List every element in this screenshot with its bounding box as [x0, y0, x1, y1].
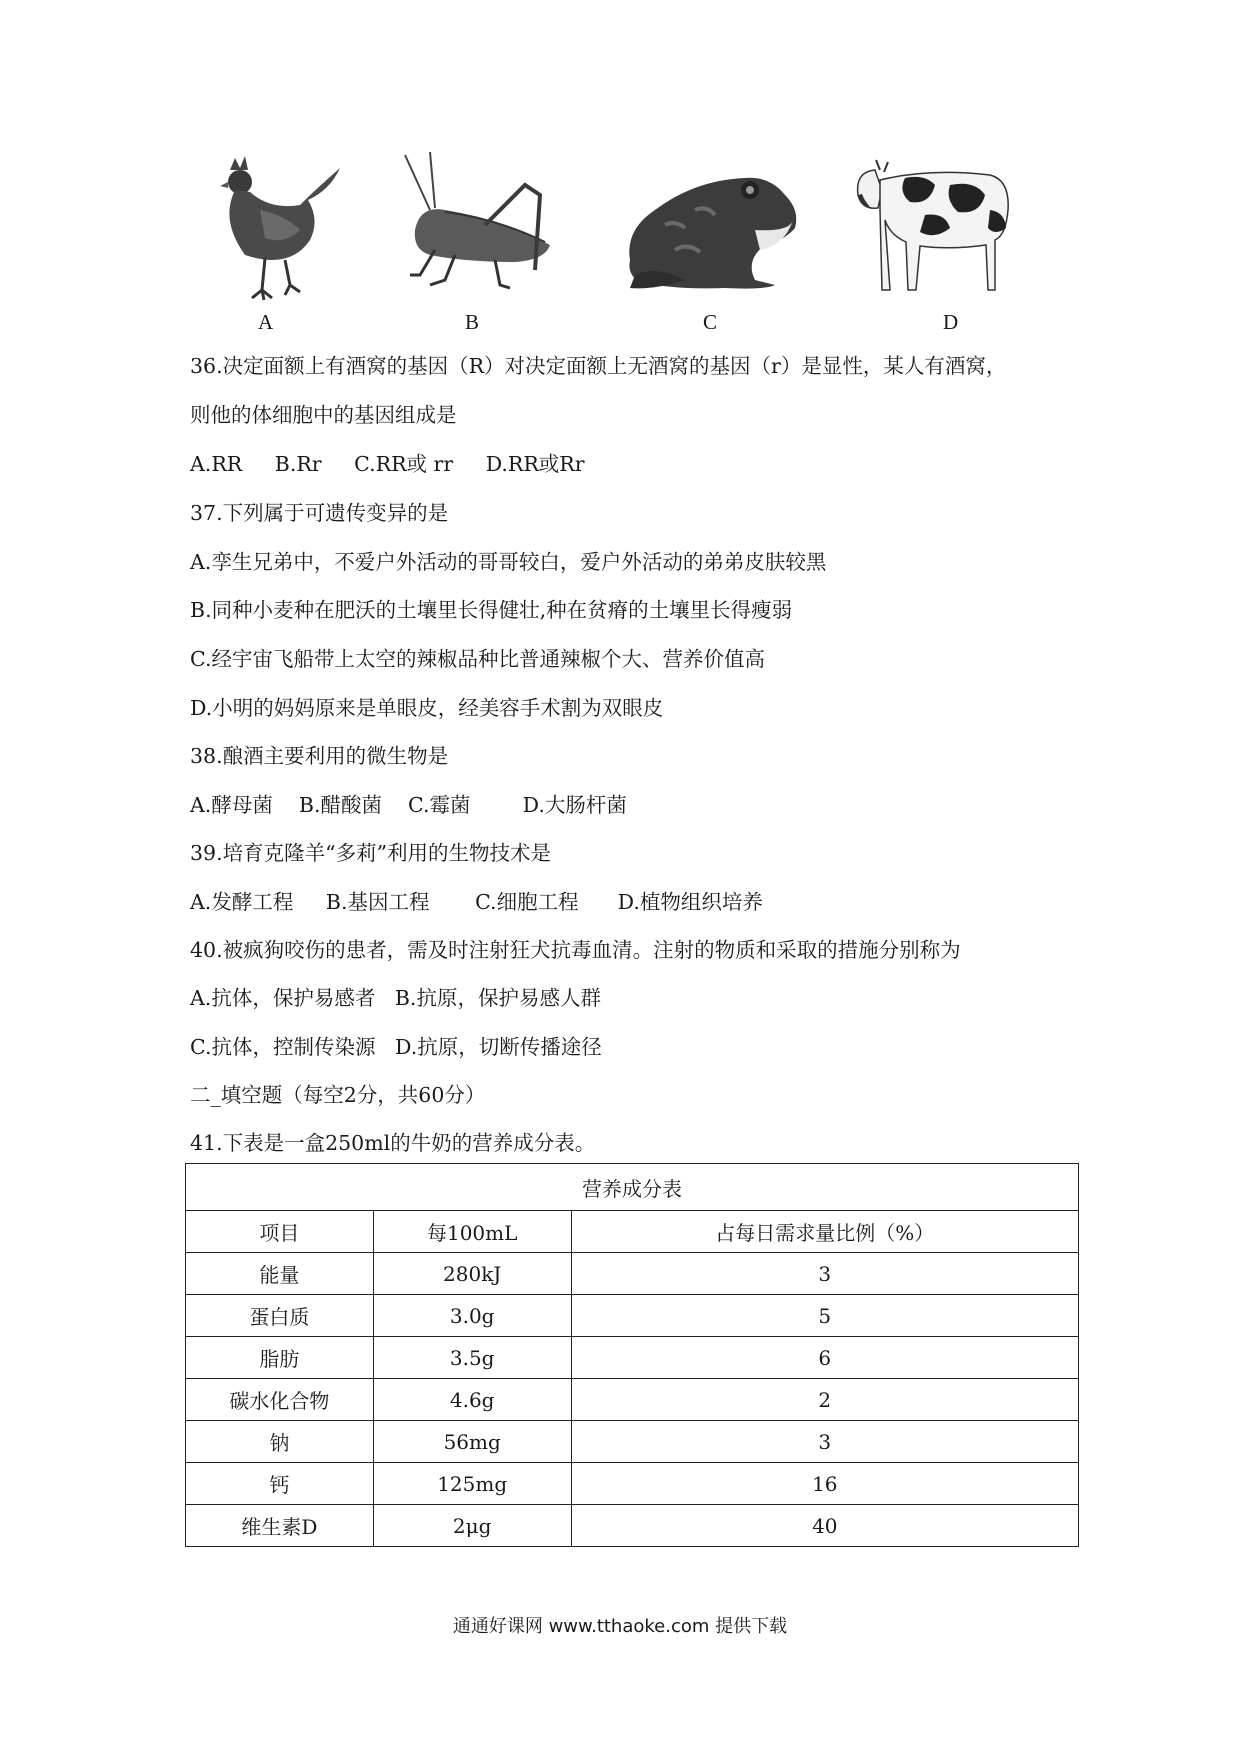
- figure-label-c: C: [703, 310, 718, 334]
- cell-daily-percent: 3: [571, 1253, 1078, 1295]
- q37-option-c: C.经宇宙飞船带上太空的辣椒品种比普通辣椒个大、营养价值高: [190, 647, 765, 671]
- table-row: [186, 1463, 1079, 1505]
- frog-icon: [615, 150, 815, 310]
- cell-daily-percent: 40: [571, 1505, 1078, 1547]
- cell-item: 脂肪: [186, 1337, 374, 1379]
- table-body: [186, 1253, 1079, 1547]
- section2-title: 二_填空题（每空2分，共60分）: [190, 1083, 486, 1107]
- figure-label-d: D: [943, 310, 959, 334]
- table-row: [186, 1337, 1079, 1379]
- q37-option-b: B.同种小麦种在肥沃的土壤里长得健壮,种在贫瘠的土壤里长得瘦弱: [190, 598, 793, 622]
- figure-label-a: A: [258, 310, 274, 334]
- chicken-image: [190, 150, 350, 334]
- nutrition-table: [185, 1163, 1079, 1547]
- q40-options-line2: C.抗体，控制传染源 D.抗原，切断传播途径: [190, 1035, 602, 1059]
- grasshopper-icon: [385, 150, 565, 310]
- q38-stem: 38.酿酒主要利用的微生物是: [190, 744, 449, 768]
- table-row: [186, 1253, 1079, 1295]
- q40-stem: 40.被疯狗咬伤的患者，需及时注射狂犬抗毒血清。注射的物质和采取的措施分别称为: [190, 938, 961, 962]
- figure-label-b: B: [465, 310, 480, 334]
- animal-figure: [190, 150, 1050, 340]
- q36-stem-line2: 则他的体细胞中的基因组成是: [190, 403, 457, 427]
- frog-image: [615, 150, 815, 334]
- cell-per-100ml: 4.6g: [373, 1379, 571, 1421]
- header-per-100ml: 每100mL: [373, 1211, 571, 1253]
- q41-stem: 41.下表是一盒250ml的牛奶的营养成分表。: [190, 1131, 596, 1155]
- cell-per-100ml: 280kJ: [373, 1253, 571, 1295]
- table-row: [186, 1421, 1079, 1463]
- cell-item: 钠: [186, 1421, 374, 1463]
- cell-item: 碳水化合物: [186, 1379, 374, 1421]
- cell-item: 能量: [186, 1253, 374, 1295]
- header-daily-percent: 占每日需求量比例（%）: [571, 1211, 1078, 1253]
- cell-per-100ml: 56mg: [373, 1421, 571, 1463]
- table-row: [186, 1505, 1079, 1547]
- cow-icon: [850, 150, 1020, 310]
- q39-options: A.发酵工程 B.基因工程 C.细胞工程 D.植物组织培养: [190, 890, 763, 914]
- cell-item: 维生素D: [186, 1505, 374, 1547]
- cell-daily-percent: 16: [571, 1463, 1078, 1505]
- cell-per-100ml: 3.0g: [373, 1295, 571, 1337]
- cow-image: [850, 150, 1020, 334]
- cell-per-100ml: 2μg: [373, 1505, 571, 1547]
- cell-item: 钙: [186, 1463, 374, 1505]
- q37-option-a: A.孪生兄弟中，不爱户外活动的哥哥较白，爱户外活动的弟弟皮肤较黑: [190, 550, 827, 574]
- cell-daily-percent: 2: [571, 1379, 1078, 1421]
- nutrition-table-wrap: [185, 1163, 1079, 1547]
- table-header-row: [186, 1211, 1079, 1253]
- q37-option-d: D.小明的妈妈原来是单眼皮，经美容手术割为双眼皮: [190, 696, 664, 720]
- q38-options: A.酵母菌 B.醋酸菌 C.霉菌 D.大肠杆菌: [190, 793, 627, 817]
- q39-stem: 39.培育克隆羊“多莉”利用的生物技术是: [190, 841, 552, 865]
- cell-per-100ml: 3.5g: [373, 1337, 571, 1379]
- chicken-icon: [190, 150, 350, 310]
- cell-daily-percent: 5: [571, 1295, 1078, 1337]
- grasshopper-image: [385, 150, 565, 334]
- table-row: [186, 1379, 1079, 1421]
- header-item: 项目: [186, 1211, 374, 1253]
- q37-stem: 37.下列属于可遗传变异的是: [190, 501, 449, 525]
- q36-stem-line1: 36.决定面额上有酒窝的基因（R）对决定面额上无酒窝的基因（r）是显性，某人有酒窝，: [190, 354, 1007, 378]
- q36-options: A.RR B.Rr C.RR或 rr D.RR或Rr: [190, 452, 585, 476]
- table-row: [186, 1295, 1079, 1337]
- footer: 通通好课网 www.tthaoke.com 提供下载: [452, 1616, 788, 1637]
- cell-daily-percent: 6: [571, 1337, 1078, 1379]
- cell-daily-percent: 3: [571, 1421, 1078, 1463]
- table-caption-row: [186, 1164, 1079, 1211]
- table-caption: 营养成分表: [186, 1164, 1079, 1211]
- cell-item: 蛋白质: [186, 1295, 374, 1337]
- q40-options-line1: A.抗体，保护易感者 B.抗原，保护易感人群: [190, 986, 601, 1010]
- cell-per-100ml: 125mg: [373, 1463, 571, 1505]
